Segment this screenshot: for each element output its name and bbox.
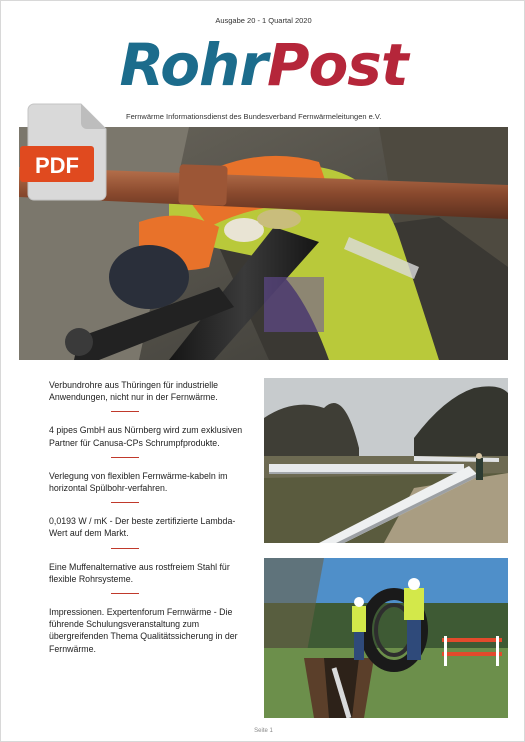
pdf-file-icon[interactable] <box>19 102 111 202</box>
teaser-item[interactable]: Verbundrohre aus Thüringen für industrielle Anwendungen, nicht nur in der Fernwärme. <box>49 380 219 403</box>
logo-rohr: Rohr <box>119 31 267 99</box>
teaser-list <box>49 379 249 655</box>
teaser-item[interactable]: Impressionen. Expertenforum Fernwärme - Die führende Schulungsveranstaltung zum übergreifenden Thema Qualitätssicherung in der Fernwärme. <box>49 607 238 654</box>
page-number: Seite 1 <box>254 728 273 734</box>
separator <box>111 593 139 594</box>
photo-coil-trench <box>264 558 508 718</box>
pdf-label: PDF <box>35 153 79 178</box>
teaser-item[interactable]: 4 pipes GmbH aus Nürnberg wird zum exklusiven Partner für Canusa-CPs Schrumpfprodukte. <box>49 425 243 448</box>
separator <box>111 411 139 412</box>
photo-pipes-field <box>264 378 508 543</box>
teaser-item[interactable]: Verlegung von flexiblen Fernwärme-kabeln im horizontal Spülbohr-verfahren. <box>49 470 228 494</box>
logo-post: Post <box>266 31 408 99</box>
teaser-item[interactable]: 0,0193 W / mK - Der beste zertifizierte Lambda-Wert auf dem Markt. <box>49 516 236 539</box>
rohrpost-logo <box>1 25 525 105</box>
subtitle: Fernwärme Informationsdienst des Bundesverband Fernwärmeleitungen e.V. <box>126 112 382 121</box>
separator <box>111 457 139 458</box>
teaser-item[interactable]: Eine Muffenalternative aus rostfreiem Stahl für flexible Rohrsysteme. <box>49 561 230 584</box>
separator <box>111 548 139 549</box>
issue-line: Ausgabe 20 - 1 Quartal 2020 <box>215 16 312 25</box>
separator <box>111 502 139 503</box>
